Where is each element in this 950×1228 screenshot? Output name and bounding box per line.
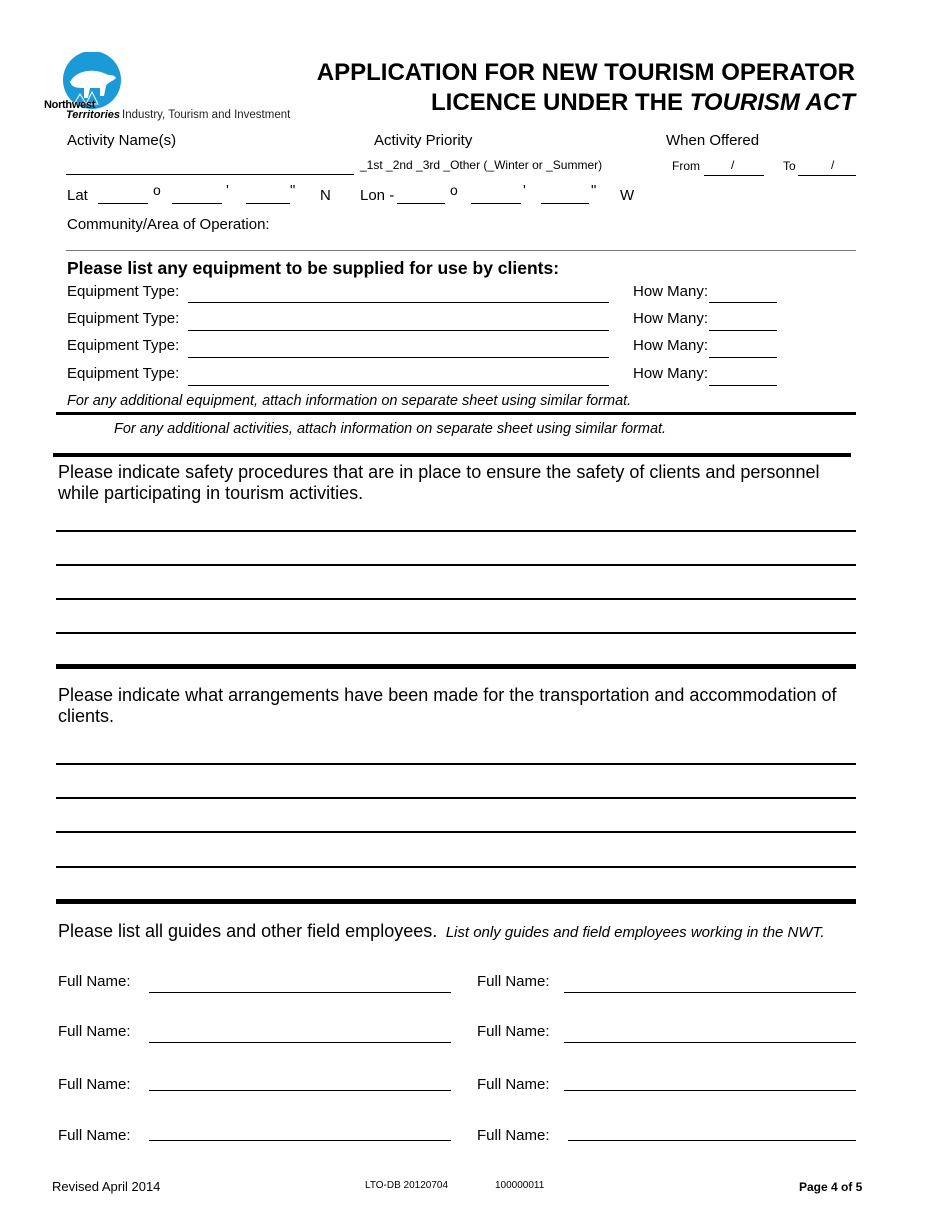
latitude-seconds-input[interactable] [246, 203, 290, 204]
longitude-label: Lon - [360, 187, 395, 204]
longitude-degrees-input[interactable] [397, 203, 445, 204]
equipment-type-input[interactable] [188, 385, 609, 386]
transport-answer-line[interactable] [56, 763, 856, 765]
full-name-label: Full Name: [477, 1023, 550, 1040]
full-name-label: Full Name: [477, 1127, 550, 1144]
from-date-input[interactable] [704, 175, 764, 176]
form-title [255, 58, 855, 118]
how-many-input[interactable] [709, 330, 777, 331]
footer-page-number: Page 4 of 5 [799, 1180, 863, 1194]
full-name-input[interactable] [568, 1140, 856, 1141]
safety-answer-line[interactable] [56, 530, 856, 532]
safety-top-rule [53, 453, 851, 457]
how-many-input[interactable] [709, 302, 777, 303]
activity-name-label: Activity Name(s) [67, 132, 177, 149]
equipment-note: For any additional equipment, attach information on separate sheet using similar format. [67, 393, 632, 409]
full-name-label: Full Name: [477, 1076, 550, 1093]
equipment-bottom-rule [56, 412, 856, 415]
longitude-seconds-input[interactable] [541, 203, 589, 204]
latitude-degree-symbol: o [153, 182, 161, 198]
to-date-slash: / [831, 158, 835, 172]
full-name-input[interactable] [149, 992, 451, 993]
equipment-type-input[interactable] [188, 302, 609, 303]
full-name-input[interactable] [149, 1090, 451, 1091]
equipment-type-input[interactable] [188, 330, 609, 331]
full-name-input[interactable] [564, 1042, 856, 1043]
equipment-heading: Please list any equipment to be supplied for use by clients: [67, 258, 560, 278]
to-date-input[interactable] [798, 175, 856, 176]
title-line-2: LICENCE UNDER THE TOURISM ACT [430, 89, 855, 116]
how-many-label: How Many: [633, 310, 709, 327]
equipment-type-label: Equipment Type: [67, 337, 180, 354]
transport-answer-line[interactable] [56, 866, 856, 868]
activity-priority-label: Activity Priority [374, 132, 473, 149]
latitude-label: Lat [67, 187, 88, 204]
full-name-label: Full Name: [58, 1076, 131, 1093]
department-name: Industry, Tourism and Investment [122, 109, 291, 121]
transport-prompt: Please indicate what arrangements have been made for the transportation and accommodation of clients. [58, 685, 837, 726]
full-name-input[interactable] [149, 1140, 451, 1141]
community-label: Community/Area of Operation: [67, 216, 270, 233]
longitude-degree-symbol: o [450, 182, 458, 198]
title-line-1: APPLICATION FOR NEW TOURISM OPERATOR [316, 59, 855, 86]
activities-note: For any additional activities, attach information on separate sheet using similar format. [114, 421, 667, 437]
activity-priority-options[interactable]: _1st _2nd _3rd _Other (_Winter or _Summer) [360, 158, 603, 172]
title-act-name: TOURISM ACT [689, 89, 855, 116]
equipment-type-label: Equipment Type: [67, 365, 180, 382]
latitude-second-symbol: " [290, 182, 296, 199]
full-name-input[interactable] [564, 1090, 856, 1091]
to-label: To [783, 159, 796, 173]
full-name-label: Full Name: [477, 973, 550, 990]
transport-answer-line[interactable] [56, 797, 856, 799]
full-name-input[interactable] [564, 992, 856, 993]
longitude-minutes-input[interactable] [471, 203, 521, 204]
logo-text-northwest: Northwest [44, 99, 96, 111]
footer-revised: Revised April 2014 [52, 1179, 161, 1194]
latitude-minutes-input[interactable] [172, 203, 222, 204]
full-name-label: Full Name: [58, 1127, 131, 1144]
longitude-second-symbol: " [591, 182, 597, 199]
footer-form-code: LTO-DB 20120704 [365, 1180, 449, 1191]
how-many-label: How Many: [633, 337, 709, 354]
from-date-slash: / [731, 158, 735, 172]
section-divider [66, 250, 856, 251]
when-offered-label: When Offered [666, 132, 760, 149]
from-label: From [672, 159, 700, 173]
longitude-minute-symbol: ' [523, 182, 526, 199]
how-many-input[interactable] [709, 385, 777, 386]
how-many-label: How Many: [633, 365, 709, 382]
north-label: N [320, 187, 331, 204]
logo-text-territories: Territories [66, 109, 121, 121]
full-name-label: Full Name: [58, 1023, 131, 1040]
equipment-type-label: Equipment Type: [67, 310, 180, 327]
full-name-label: Full Name: [58, 973, 131, 990]
transport-bottom-rule [56, 899, 856, 904]
safety-answer-line[interactable] [56, 564, 856, 566]
safety-prompt: Please indicate safety procedures that are in place to ensure the safety of clients and personnel while participating in tourism activities. [58, 462, 820, 503]
full-name-input[interactable] [149, 1042, 451, 1043]
equipment-type-label: Equipment Type: [67, 283, 180, 300]
safety-answer-line[interactable] [56, 632, 856, 634]
transport-answer-line[interactable] [56, 831, 856, 833]
latitude-degrees-input[interactable] [98, 203, 148, 204]
how-many-input[interactable] [709, 357, 777, 358]
guides-prompt: Please list all guides and other field employees. [58, 921, 438, 941]
safety-answer-line[interactable] [56, 598, 856, 600]
how-many-label: How Many: [633, 283, 709, 300]
footer-form-number: 100000011 [495, 1180, 545, 1191]
equipment-type-input[interactable] [188, 357, 609, 358]
safety-bottom-rule [56, 664, 856, 669]
guides-prompt-wrapper [58, 921, 825, 942]
activity-name-input[interactable] [66, 174, 354, 175]
guides-prompt-note: List only guides and field employees working in the NWT. [445, 924, 825, 941]
latitude-minute-symbol: ' [226, 182, 229, 199]
west-label: W [620, 187, 635, 204]
